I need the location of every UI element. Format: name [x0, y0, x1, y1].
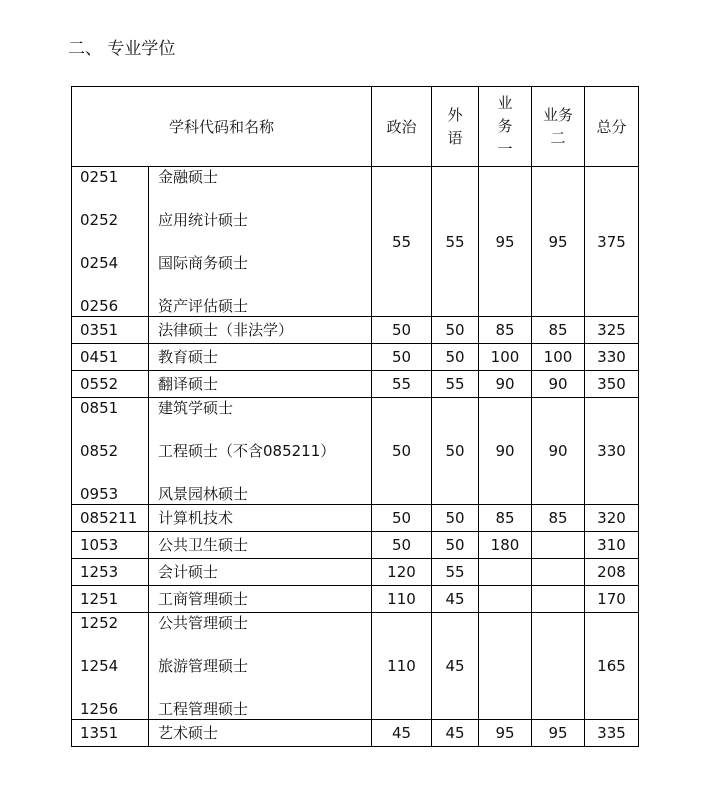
score-table [71, 86, 639, 747]
header-foreign-language [432, 87, 479, 167]
table-row [72, 532, 639, 559]
table-row [72, 371, 639, 398]
header-major2-line: 业务 [542, 105, 573, 124]
total-score: 320 [585, 505, 639, 532]
subject-code: 1351 [80, 724, 119, 742]
subject-code: 0552 [80, 375, 119, 393]
subject-name: 工商管理硕士 [158, 590, 249, 608]
table-row [72, 613, 639, 720]
major-2-score: 85 [532, 505, 585, 532]
major-2-score [532, 613, 585, 720]
foreign-language-score: 45 [432, 586, 479, 613]
subject-code: 0953 [80, 485, 119, 503]
subject-code: 1254 [80, 657, 119, 675]
header-foreign-line: 外 [447, 105, 463, 124]
subject-code: 0451 [80, 348, 119, 366]
politics-score: 110 [372, 586, 432, 613]
subject-name-cell [149, 398, 372, 505]
major-2-score: 90 [532, 371, 585, 398]
subject-name: 建筑学硕士 [158, 399, 234, 417]
subject-code: 0351 [80, 321, 119, 339]
subject-code-cell [72, 720, 149, 747]
major-1-score [479, 559, 532, 586]
foreign-language-score: 55 [432, 167, 479, 317]
subject-code: 0252 [80, 211, 119, 229]
table-row [72, 344, 639, 371]
major-1-score: 90 [479, 371, 532, 398]
politics-score: 50 [372, 344, 432, 371]
subject-name-cell [149, 344, 372, 371]
subject-name-cell [149, 532, 372, 559]
section-heading: 二、 专业学位 [68, 39, 176, 59]
politics-score: 50 [372, 532, 432, 559]
subject-name: 法律硕士（非法学） [158, 321, 294, 339]
major-2-score: 100 [532, 344, 585, 371]
politics-score: 45 [372, 720, 432, 747]
politics-score: 55 [372, 371, 432, 398]
header-major-2 [532, 87, 585, 167]
subject-code-cell [72, 371, 149, 398]
foreign-language-score: 50 [432, 505, 479, 532]
politics-score: 50 [372, 398, 432, 505]
total-score: 375 [585, 167, 639, 317]
subject-name-cell [149, 586, 372, 613]
subject-name-cell [149, 559, 372, 586]
header-row [72, 87, 639, 167]
subject-name: 公共管理硕士 [158, 614, 249, 632]
table-row [72, 317, 639, 344]
subject-code: 0254 [80, 254, 119, 272]
subject-code-cell [72, 505, 149, 532]
table-row [72, 167, 639, 317]
major-2-score [532, 586, 585, 613]
subject-code: 0251 [80, 168, 119, 186]
subject-name: 翻译硕士 [158, 375, 219, 393]
header-major-1 [479, 87, 532, 167]
major-1-score [479, 613, 532, 720]
subject-code: 1256 [80, 700, 119, 718]
major-2-score: 95 [532, 167, 585, 317]
subject-code-cell [72, 317, 149, 344]
foreign-language-score: 50 [432, 344, 479, 371]
foreign-language-score: 55 [432, 559, 479, 586]
total-score: 310 [585, 532, 639, 559]
subject-name-cell [149, 613, 372, 720]
subject-code-cell [72, 586, 149, 613]
subject-code-cell [72, 559, 149, 586]
header-total: 总分 [585, 87, 639, 167]
subject-name: 金融硕士 [158, 168, 219, 186]
header-subject: 学科代码和名称 [72, 87, 372, 167]
header-politics: 政治 [372, 87, 432, 167]
table-row [72, 586, 639, 613]
subject-name: 教育硕士 [158, 348, 219, 366]
subject-code-cell [72, 532, 149, 559]
subject-code: 0851 [80, 399, 119, 417]
major-1-score: 85 [479, 505, 532, 532]
major-2-score [532, 532, 585, 559]
politics-score: 50 [372, 317, 432, 344]
subject-name: 工程硕士（不含085211） [158, 442, 336, 460]
major-1-score [479, 586, 532, 613]
major-1-score: 95 [479, 720, 532, 747]
major-1-score: 90 [479, 398, 532, 505]
total-score: 330 [585, 344, 639, 371]
subject-name: 工程管理硕士 [158, 700, 249, 718]
subject-code-cell [72, 167, 149, 317]
header-major1-line: 业 [497, 94, 513, 112]
total-score: 330 [585, 398, 639, 505]
subject-code: 0852 [80, 442, 119, 460]
subject-name: 国际商务硕士 [158, 254, 249, 272]
subject-code: 1251 [80, 590, 119, 608]
header-foreign-line: 语 [447, 128, 463, 147]
table-row [72, 505, 639, 532]
foreign-language-score: 45 [432, 613, 479, 720]
total-score: 208 [585, 559, 639, 586]
foreign-language-score: 50 [432, 317, 479, 344]
subject-name-cell [149, 371, 372, 398]
total-score: 350 [585, 371, 639, 398]
foreign-language-score: 50 [432, 398, 479, 505]
subject-name-cell [149, 167, 372, 317]
table-row [72, 720, 639, 747]
foreign-language-score: 50 [432, 532, 479, 559]
table-row [72, 398, 639, 505]
politics-score: 55 [372, 167, 432, 317]
subject-name: 旅游管理硕士 [158, 657, 249, 675]
major-2-score: 85 [532, 317, 585, 344]
major-2-score: 95 [532, 720, 585, 747]
subject-name-cell [149, 317, 372, 344]
table-row [72, 559, 639, 586]
subject-code: 1252 [80, 614, 119, 632]
foreign-language-score: 55 [432, 371, 479, 398]
subject-code-cell [72, 613, 149, 720]
subject-name: 应用统计硕士 [158, 211, 249, 229]
subject-code: 1253 [80, 563, 119, 581]
total-score: 170 [585, 586, 639, 613]
major-2-score [532, 559, 585, 586]
subject-name-cell [149, 720, 372, 747]
subject-name: 计算机技术 [158, 509, 234, 527]
subject-name: 风景园林硕士 [158, 485, 249, 503]
subject-code: 0256 [80, 297, 119, 315]
major-1-score: 95 [479, 167, 532, 317]
header-major1-line: 一 [497, 140, 513, 158]
subject-name-cell [149, 505, 372, 532]
subject-code-cell [72, 398, 149, 505]
subject-name: 艺术硕士 [158, 724, 219, 742]
politics-score: 120 [372, 559, 432, 586]
subject-code-cell [72, 344, 149, 371]
subject-code: 085211 [80, 509, 138, 527]
header-major1-line: 务 [497, 117, 513, 135]
total-score: 165 [585, 613, 639, 720]
major-1-score: 100 [479, 344, 532, 371]
header-major2-line: 二 [550, 128, 566, 147]
foreign-language-score: 45 [432, 720, 479, 747]
total-score: 335 [585, 720, 639, 747]
subject-name: 资产评估硕士 [158, 297, 249, 315]
total-score: 325 [585, 317, 639, 344]
subject-name: 公共卫生硕士 [158, 536, 249, 554]
major-2-score: 90 [532, 398, 585, 505]
subject-code: 1053 [80, 536, 119, 554]
table-body [72, 167, 639, 747]
politics-score: 50 [372, 505, 432, 532]
major-1-score: 85 [479, 317, 532, 344]
subject-name: 会计硕士 [158, 563, 219, 581]
politics-score: 110 [372, 613, 432, 720]
major-1-score: 180 [479, 532, 532, 559]
